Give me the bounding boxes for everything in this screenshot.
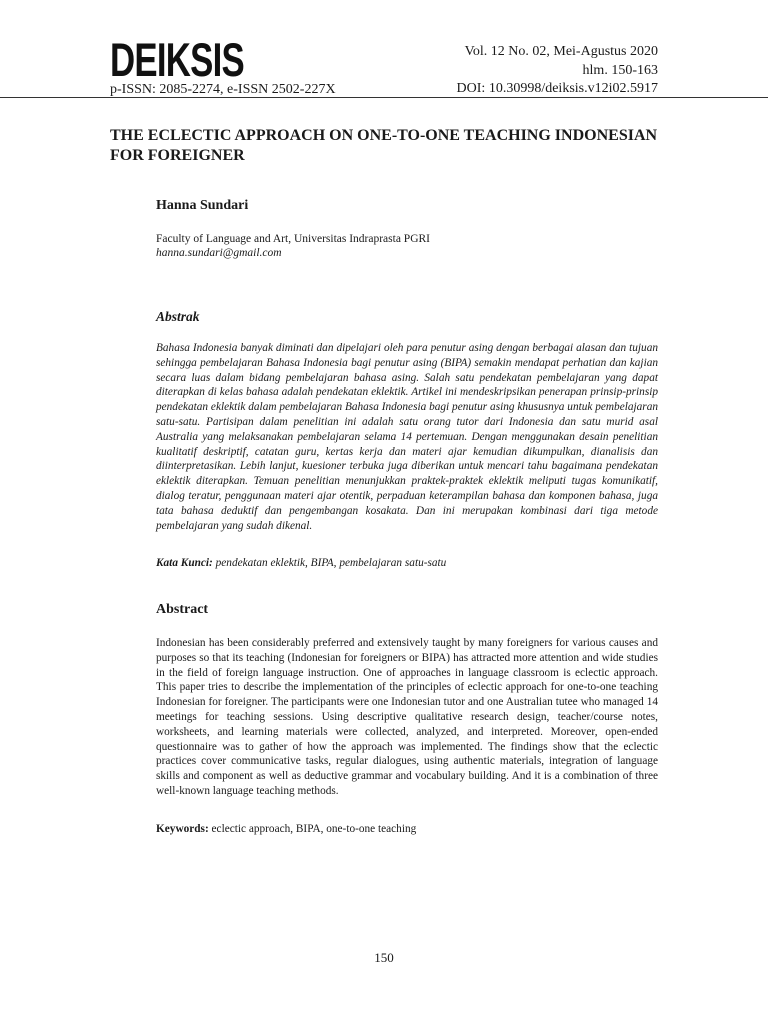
keywords-values: eclectic approach, BIPA, one-to-one teaching <box>208 823 417 835</box>
header-divider <box>0 97 768 98</box>
volume-line: Vol. 12 No. 02, Mei-Agustus 2020 <box>464 44 658 59</box>
journal-logo: DEIKSIS <box>110 33 244 86</box>
page-number: 150 <box>374 950 394 965</box>
kata-kunci-values: pendekatan eklektik, BIPA, pembelajaran satu-satu <box>212 557 447 569</box>
author-email: hanna.sundari@gmail.com <box>156 247 282 259</box>
keywords-label: Keywords: <box>156 823 209 835</box>
affiliation: Faculty of Language and Art, Universitas Indraprasta PGRI <box>156 233 431 245</box>
abstract-heading: Abstract <box>156 602 209 617</box>
abstrak-body: Bahasa Indonesia banyak diminati dan dipelajari oleh para penutur asing dengan berbagai alasan dan tujuan sehingga pembelajaran Bahasa Indonesia bagi penutur asing (BIPA) semakin mendapat perhatian dan kajian secara luas dalam bidang pembelajaran bahasa asing. Salah satu pendekatan pembelajaran yang dapat diterapkan di kelas bahasa adalah pendekatan eklektik. Artikel ini mendeskripsikan penerapan prinsip-prinsip pendekatan eklektik dalam pembelajaran Bahasa Indonesia bagi penutur asing khususnya untuk pembelajaran satu-satu. Partisipan dalam penelitian ini adalah satu orang tutor dari Indonesia dan satu murid asal Australia yang melaksanakan pembelajaran selama 14 pertemuan. Dengan menggunakan desain penelitian kualitatif deskriptif, catatan guru, kertas kerja dan materi ajar kemudian dikumpulkan, dianalisis dan diinterpretasikan. Lebih lanjut, kuesioner terbuka juga diberikan untuk mencari tahu bagaimana pendekatan eklektik diterapkan. Temuan penelitian menunjukkan praktek-praktek eklektik meliputi tugas komunikatif, dialog teratur, penggunaan materi ajar otentik, perpaduan keterampilan bahasa dan komponen bahasa, juga tata bahasa deduktif dan pengembangan kosakata. Dan ini merupakan kombinasi dari tiga metode pembelajaran yang sudah dikenal. <box>156 342 658 532</box>
author-name: Hanna Sundari <box>156 198 249 213</box>
abstrak-heading: Abstrak <box>156 309 200 324</box>
author-affiliation-block <box>156 232 430 260</box>
abstract-body: Indonesian has been considerably preferred and extensively taught by many foreigners for various causes and purposes so that its teaching (Indonesian for foreigners or BIPA) has attracted more attention and wide studies in the field of foreign language instruction. One of approaches in language classroom is eclectic approach. This paper tries to describe the implementation of the principles of eclectic approach for one-to-one teaching Indonesian for foreigner. The participants were one Indonesian tutor and one Australian tutee who managed 14 meetings for teaching sessions. Using descriptive qualitative research design, teacher/course notes, worksheets, and learning materials were collected, analyzed, and interpreted. Moreover, open-ended questionnaire was to gather of how the approach was implemented. The findings show that the eclectic practices cover communicative tasks, regular dialogues, using authentic materials, integration of language skills and component as well as deductive grammar and vocabulary building. And it is a combination of three well-known language teaching methods. <box>156 637 658 797</box>
kata-kunci <box>156 557 446 569</box>
journal-header-left <box>110 33 336 98</box>
kata-kunci-label: Kata Kunci: <box>156 557 213 569</box>
keywords <box>156 823 416 835</box>
doi-line: DOI: 10.30998/deiksis.v12i02.5917 <box>456 81 658 96</box>
issn-line: p-ISSN: 2085-2274, e-ISSN 2502-227X <box>110 82 336 97</box>
pages-line: hlm. 150-163 <box>582 62 658 78</box>
article-title: THE ECLECTIC APPROACH ON ONE-TO-ONE TEACHING INDONESIAN FOR FOREIGNER <box>110 127 658 164</box>
journal-header-right <box>457 43 658 99</box>
